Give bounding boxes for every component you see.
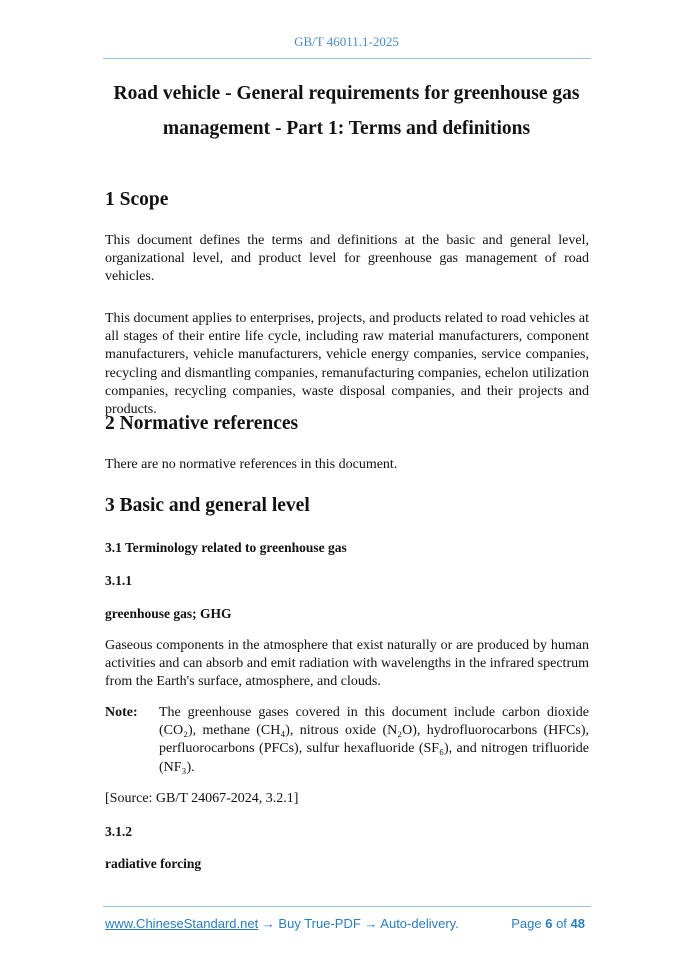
footer-promo-text: → Buy True-PDF → Auto-delivery.	[258, 916, 459, 931]
term-3-1-2-name: radiative forcing	[105, 856, 202, 871]
term-3-1-1-number: 3.1.1	[105, 573, 132, 588]
section-3-heading: 3 Basic and general level	[105, 495, 310, 516]
term-3-1-2-number: 3.1.2	[105, 824, 132, 839]
normative-paragraph: There are no normative references in this document.	[105, 457, 398, 472]
term-3-1-1-definition: Gaseous components in the atmosphere that exist naturally or are produced by human activities and can absorb and emit radiation with wavelengths in the infrared spectrum from the Earth's surface, atmosphere, and clouds.	[105, 638, 589, 690]
footer-divider	[103, 906, 591, 907]
header-divider	[103, 58, 591, 59]
section-1-heading: 1 Scope	[105, 189, 169, 210]
scope-paragraph-1: This document defines the terms and definitions at the basic and general level, organizational level, and product level for greenhouse gas management of road vehicles.	[105, 233, 589, 285]
scope-paragraph-2: This document applies to enterprises, projects, and products related to road vehicles at all stages of their entire life cycle, including raw material manufacturers, component manufacturers, vehicle manufacturers, vehicle energy companies, service companies, recycling and dismantling companies, remanufacturing companies, echelon utilization companies, recycling companies, waste disposal companies, and their projects and products.	[105, 311, 589, 418]
note-text: The greenhouse gases covered in this document include carbon dioxide (CO₂), methane (CH₄), nitrous oxide (N₂O), hydrofluorocarbons (HFCs), perfluorocarbons (PFCs), sulfur hexafluoride (SF₆), and nitrogen trifluoride (NF₃).	[159, 705, 589, 775]
term-3-1-1-name: greenhouse gas; GHG	[105, 606, 232, 621]
page-total: 48	[570, 916, 585, 931]
section-2-heading: 2 Normative references	[105, 413, 299, 434]
of-label: of	[556, 916, 567, 931]
footer-link[interactable]: www.ChineseStandard.net	[105, 916, 259, 931]
note-label: Note:	[105, 705, 138, 720]
page-indicator	[511, 916, 585, 931]
title-line-2: management - Part 1: Terms and definitions	[162, 118, 531, 139]
footer	[105, 916, 585, 931]
page-label: Page	[511, 916, 542, 931]
section-3-1-heading: 3.1 Terminology related to greenhouse gas	[105, 540, 347, 555]
note	[105, 704, 589, 777]
title-line-1: Road vehicle - General requirements for greenhouse gas	[113, 83, 580, 104]
header-doc-id: GB/T 46011.1-2025	[294, 34, 399, 49]
footer-promo	[105, 916, 459, 931]
source-citation: [Source: GB/T 24067-2024, 3.2.1]	[105, 791, 299, 806]
page-number: 6	[545, 916, 553, 931]
